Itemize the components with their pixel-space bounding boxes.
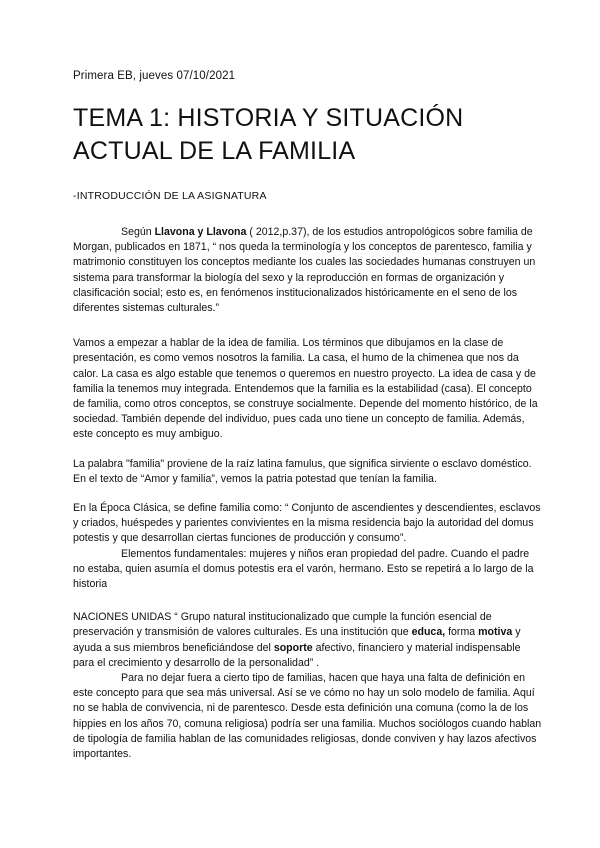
title-line-2: ACTUAL DE LA FAMILIA	[73, 137, 356, 165]
page-title	[73, 102, 542, 168]
section-heading: -INTRODUCCIÓN DE LA ASIGNATURA	[73, 190, 267, 202]
paragraph-epoca-clasica: En la Época Clásica, se define familia como: “ Conjunto de ascendientes y descendientes, esclavos y criados, huéspedes y parientes convivientes en la misma residencia bajo la autoridad del domus potestis y que desarrollan ciertas funciones de producción y consumo”.	[73, 502, 541, 545]
p6-text-c: forma	[445, 626, 479, 639]
p6-text-g: afectivo, financiero y material indispensable para el crecimiento y desarrollo de la personalidad” .	[73, 641, 521, 669]
page-header: Primera EB, jueves 07/10/2021	[73, 70, 236, 82]
p6-educa: educa,	[411, 626, 446, 639]
p1-author: Llavona y Llavona	[154, 226, 247, 238]
p6-text-a: NACIONES UNIDAS “ Grupo natural institucionalizado que cumple la función esencial de preservación y transmisión de valores culturales. Es una institución que	[73, 611, 492, 639]
p6-text-e: y ayuda a sus miembros beneficiándose del	[73, 626, 521, 654]
paragraph-idea-familia: Vamos a empezar a hablar de la idea de familia. Los términos que dibujamos en la clase de presentación, es como vemos nosotros la familia. La casa, el humo de la chimenea que nos da calor. La casa es algo estable que tenemos o queremos en nuestro proyecto. La idea de casa y de familia la tenemos muy integrada. Entendemos que la familia es la estabilidad (casa). El concepto de familia, como otros conceptos, se construye socialmente. Depende del momento histórico, de la sociedad. También depende del individuo, pues cada uno tiene un concepto de familia. Además, este concepto es muy ambiguo.	[73, 337, 538, 441]
p6-motiva: motiva	[478, 626, 513, 639]
p1-text-a: Según	[121, 226, 155, 238]
paragraph-elementos: Elementos fundamentales: mujeres y niños eran propiedad del padre. Cuando el padre no estaba, quien asumía el domus potestis era el varón, hermano. Esto se repetirá a lo largo de la historia	[73, 547, 534, 591]
paragraph-llavona	[73, 225, 542, 316]
paragraph-etimologia: La palabra "familia" proviene de la raíz latina famulus, que significa sirviente o esclavo doméstico. En el texto de “Amor y familia”, vemos la patria potestad que tenían la familia.	[73, 457, 532, 485]
title-line-1: TEMA 1: HISTORIA Y SITUACIÓN	[73, 104, 464, 132]
paragraph-naciones-unidas	[73, 610, 542, 671]
p6-soporte: soporte	[273, 641, 313, 654]
paragraph-definicion: Para no dejar fuera a cierto tipo de familias, hacen que haya una falta de definición en este concepto para que sea más universal. Así se ve cómo no hay un solo modelo de familia. Aquí no se habla de convivencia, ni de parentesco. Desde esta definición una comuna (como la de los hippies en los años 70, comuna religiosa) podría ser una familia. Muchos sociólogos cuando hablan de tipología de familia hablan de las comunidades religiosas, donde conviven y hay lazos afectivos importantes.	[73, 672, 542, 761]
p1-text-c: ( 2012,p.37), de los estudios antropológicos sobre familia de Morgan, publicados en 1871, “ nos queda la terminología y los conceptos de parentesco, familia y matrimonio constituyen los conceptos mediante los cuales las sociedades humanas construyen un sistema para transformar la biología del sexo y la reproducción en formas de organización y clasificación social; esto es, en fenómenos institucionalizados históricamente en el seno de los diferentes sistemas culturales.”	[73, 226, 536, 315]
